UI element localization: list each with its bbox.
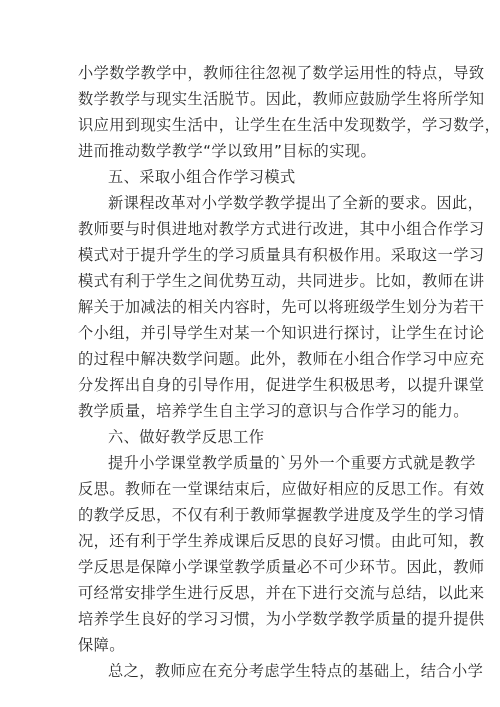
paragraph-line: 学反思是保障小学课堂教学质量必不可少环节。因此，教师 xyxy=(78,558,485,576)
section-heading: 五、采取小组合作学习模式 xyxy=(108,168,296,186)
paragraph-line: 模式对于提升学生的学习质量具有积极作用。采取这一学习 xyxy=(78,246,485,264)
paragraph-line: 总之，教师应在充分考虑学生特点的基础上，结合小学 xyxy=(108,662,484,680)
paragraph-line: 反思。教师在一堂课结束后，应做好相应的反思工作。有效 xyxy=(78,480,485,498)
paragraph-line: 数学教学与现实生活脱节。因此，教师应鼓励学生将所学知 xyxy=(78,90,485,108)
paragraph-line: 况，还有利于学生养成课后反思的良好习惯。由此可知，教 xyxy=(78,532,485,550)
paragraph-line: 的过程中解决数学问题。此外，教师在小组合作学习中应充 xyxy=(78,350,485,368)
paragraph-line: 教学质量，培养学生自主学习的意识与合作学习的能力。 xyxy=(78,402,469,420)
paragraph-line: 小学数学教学中，教师往往忽视了数学运用性的特点，导致 xyxy=(78,64,485,82)
paragraph-line: 解关于加减法的相关内容时，先可以将班级学生划分为若干 xyxy=(78,298,485,316)
paragraph-line: 模式有利于学生之间优势互动，共同进步。比如，教师在讲 xyxy=(78,272,485,290)
paragraph-line: 个小组，并引导学生对某一个知识进行探讨，让学生在讨论 xyxy=(78,324,485,342)
paragraph-line: 提升小学课堂教学质量的`另外一个重要方式就是教学 xyxy=(108,454,476,472)
paragraph-line: 可经常安排学生进行反思，并在下进行交流与总结，以此来 xyxy=(78,584,485,602)
paragraph-line: 新课程改革对小学数学教学提出了全新的要求。因此， xyxy=(108,194,484,212)
paragraph-line: 进而推动数学教学“学以致用”目标的实现。 xyxy=(78,142,377,160)
paragraph-line: 保障。 xyxy=(78,636,125,654)
paragraph-line: 识应用到现实生活中，让学生在生活中发现数学，学习数学， xyxy=(78,116,500,134)
paragraph-line: 教师要与时俱进地对教学方式进行改进，其中小组合作学习 xyxy=(78,220,485,238)
paragraph-line: 分发挥出自身的引导作用，促进学生积极思考，以提升课堂 xyxy=(78,376,485,394)
paragraph-line: 的教学反思，不仅有利于教师掌握教学进度及学生的学习情 xyxy=(78,506,485,524)
paragraph-line: 培养学生良好的学习习惯，为小学数学教学质量的提升提供 xyxy=(78,610,485,628)
section-heading: 六、做好教学反思工作 xyxy=(108,428,265,446)
